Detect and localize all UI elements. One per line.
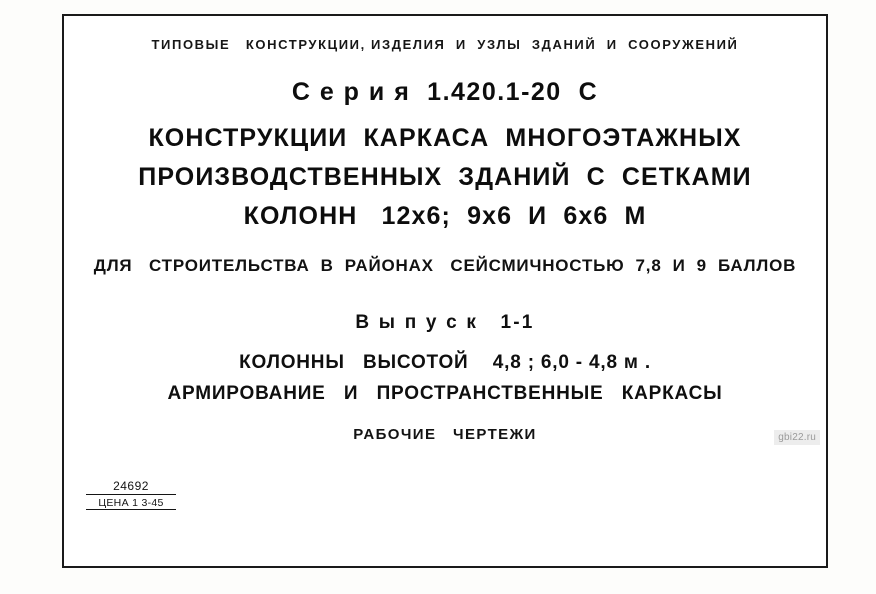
main-title-line-2: ПРОИЗВОДСТВЕННЫХ ЗДАНИЙ С СЕТКАМИ <box>138 162 752 191</box>
series-number: С е р и я 1.420.1-20 С <box>291 78 599 106</box>
title-page-frame <box>62 14 828 568</box>
price-stamp <box>86 479 176 510</box>
site-watermark: gbi22.ru <box>774 430 820 445</box>
issue-number: В ы п у с к 1-1 <box>355 312 535 333</box>
subtitle-line-1: КОЛОННЫ ВЫСОТОЙ 4,8 ; 6,0 - 4,8 м . <box>239 352 651 373</box>
stamp-inventory-number: 24692 <box>86 479 176 495</box>
main-title-line-1: КОНСТРУКЦИИ КАРКАСА МНОГОЭТАЖНЫХ <box>148 124 742 152</box>
working-drawings-label: РАБОЧИЕ ЧЕРТЕЖИ <box>353 426 537 443</box>
title-page-content <box>64 16 826 566</box>
subtitle-line-2: АРМИРОВАНИЕ И ПРОСТРАНСТВЕННЫЕ КАРКАСЫ <box>167 382 723 404</box>
subtitle <box>64 352 826 414</box>
main-title <box>64 124 826 240</box>
stamp-price-value: ЦЕНА 1 3-45 <box>86 495 176 510</box>
document-category-line: ТИПОВЫЕ КОНСТРУКЦИИ, ИЗДЕЛИЯ И УЗЛЫ ЗДАНИЙ И СООРУЖЕНИЙ <box>151 37 739 52</box>
seismic-conditions-line: ДЛЯ СТРОИТЕЛЬСТВА В РАЙОНАХ СЕЙСМИЧНОСТЬЮ 7,8 И 9 БАЛЛОВ <box>93 256 797 275</box>
main-title-line-3: КОЛОНН 12х6; 9х6 И 6х6 М <box>243 201 647 230</box>
